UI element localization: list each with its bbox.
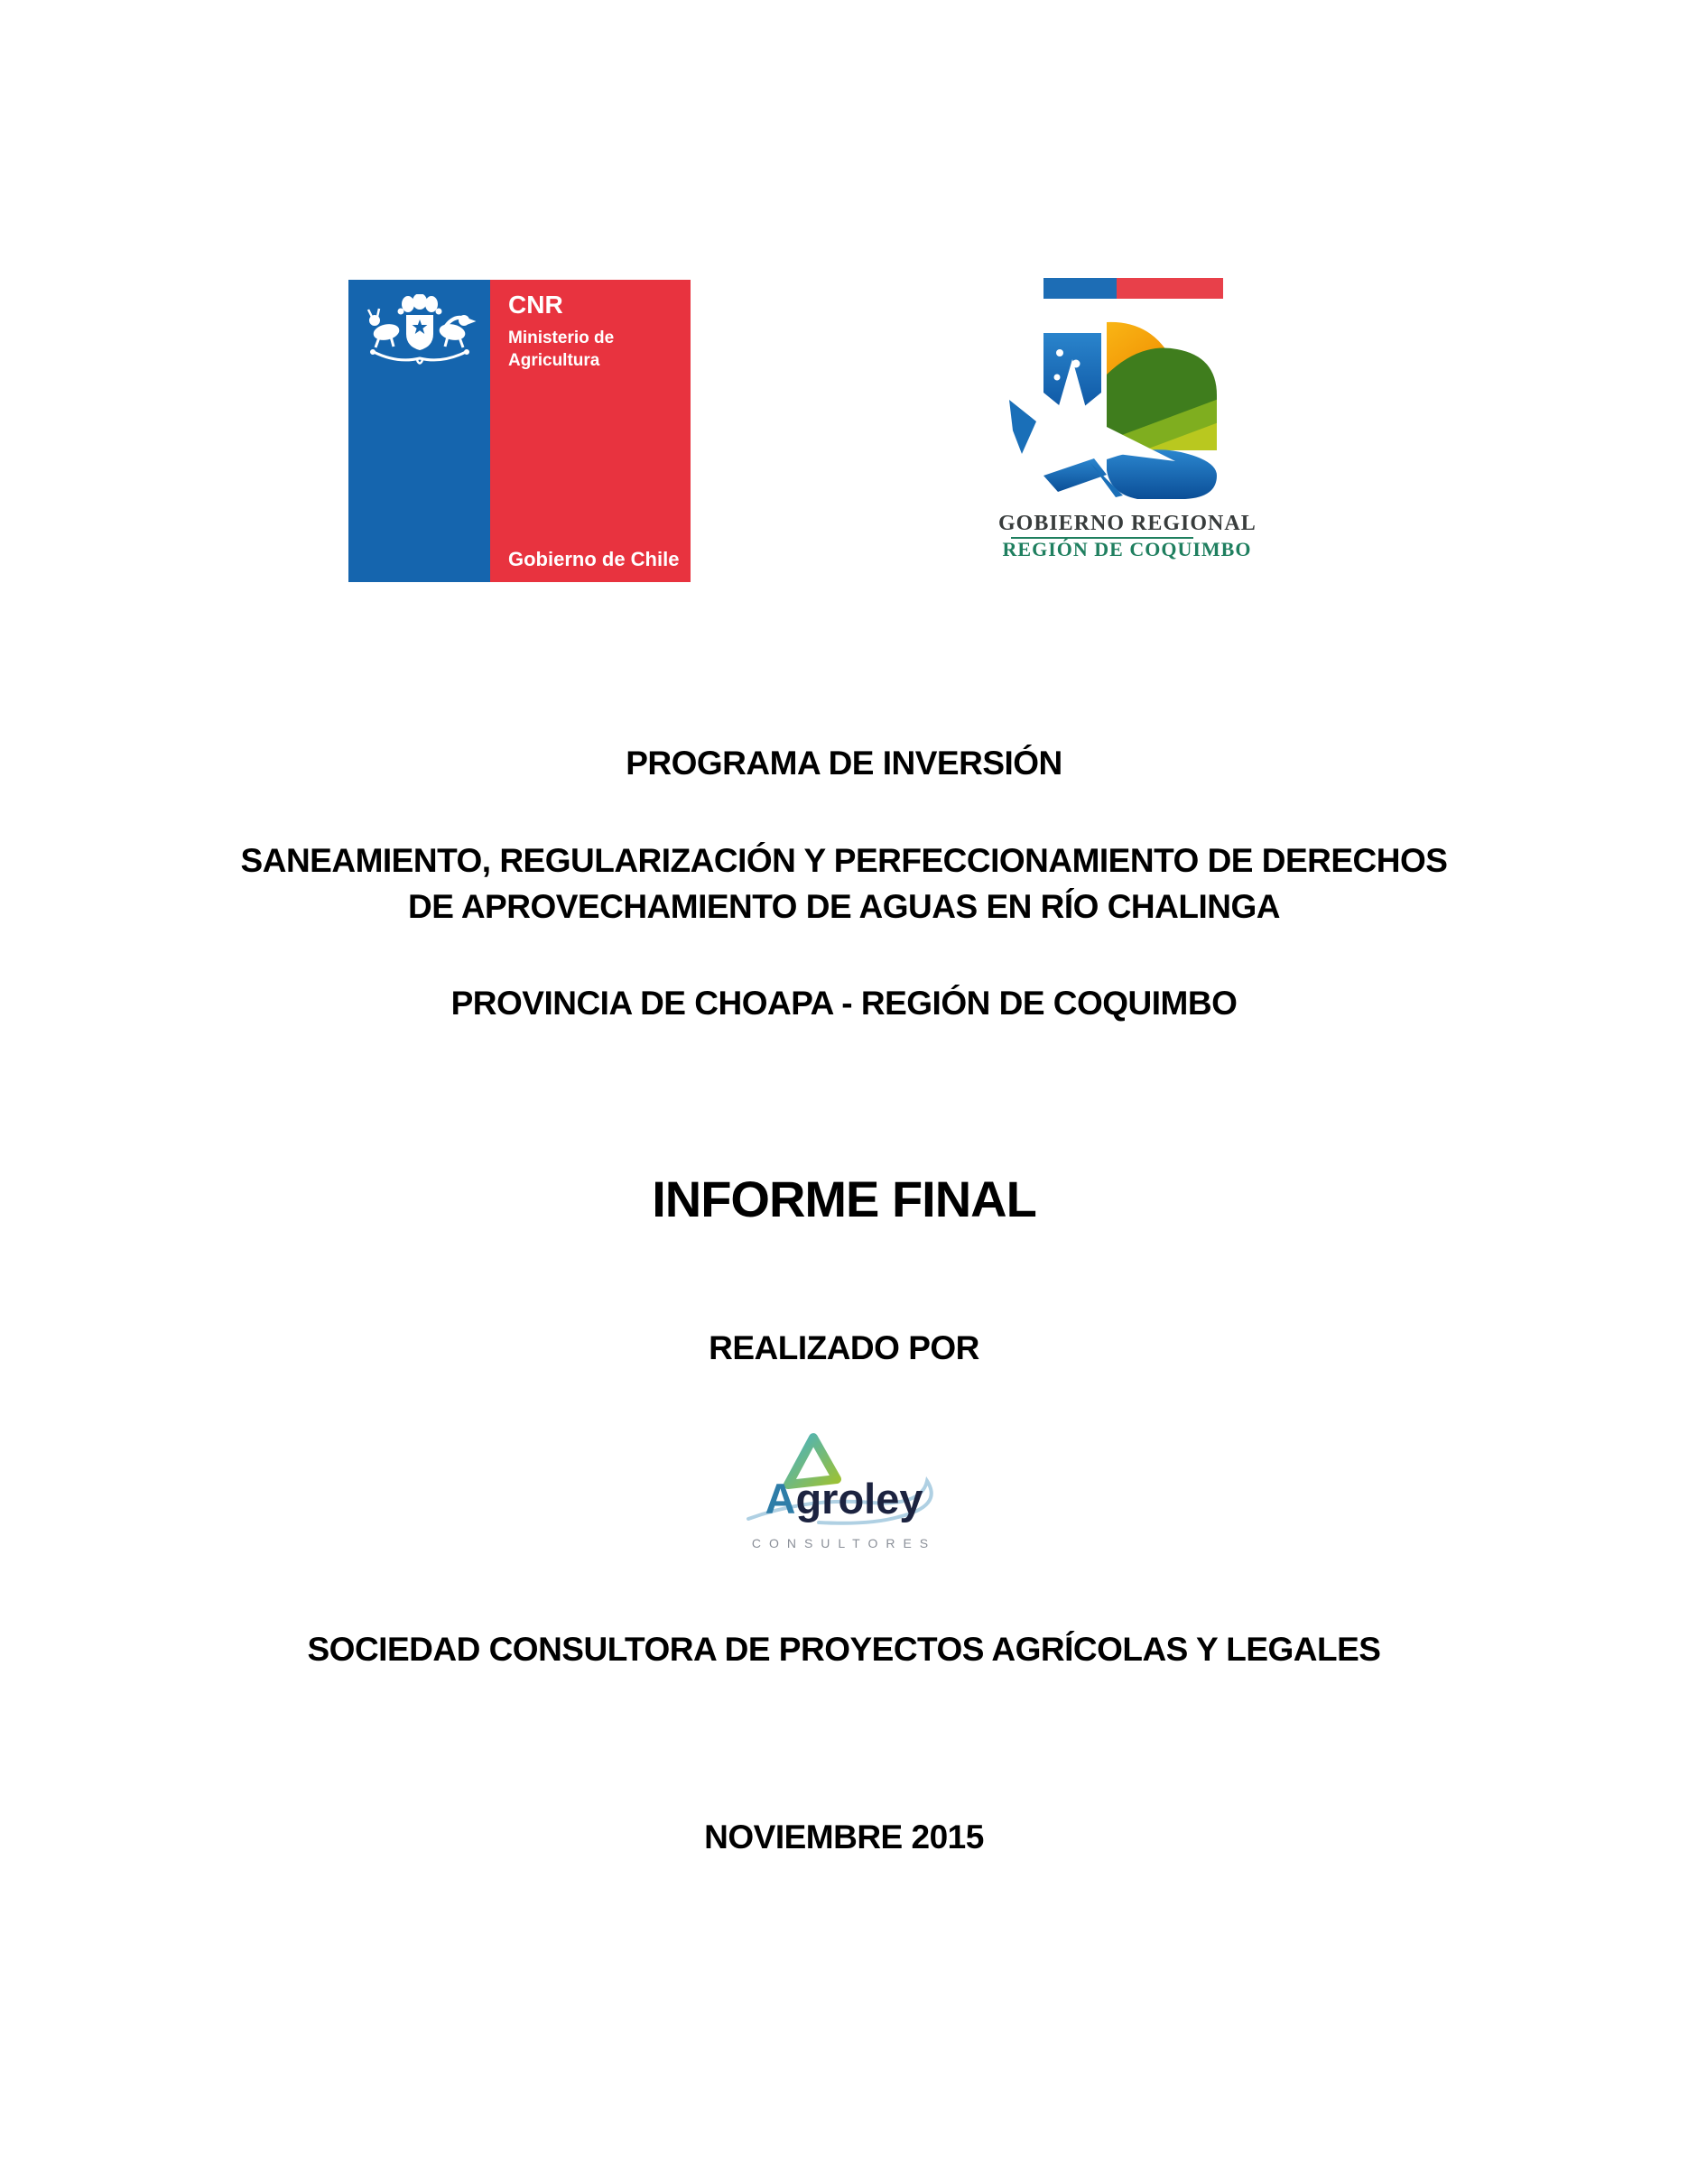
gore-subtitle: REGIÓN DE COQUIMBO [1002, 538, 1252, 560]
cnr-gobierno-label: Gobierno de Chile [508, 548, 680, 570]
program-title: PROGRAMA DE INVERSIÓN [626, 745, 1062, 782]
made-by-label: REALIZADO POR [709, 1329, 979, 1366]
agroley-consultores-label: CONSULTORES [751, 1536, 937, 1550]
cnr-gobierno-de-chile-logo [348, 280, 691, 582]
gobierno-regional-coquimbo-logo [998, 275, 1256, 564]
study-title-line2: DE APROVECHAMIENTO DE AGUAS EN RÍO CHALINGA [408, 888, 1280, 925]
coquimbo-region-emblem-icon [1000, 310, 1220, 508]
flag-bar-red [1117, 278, 1223, 299]
cnr-ministry-line1: Ministerio de [508, 329, 615, 347]
report-date: NOVIEMBRE 2015 [704, 1818, 984, 1855]
chile-coat-of-arms-icon [361, 294, 478, 372]
province-region-line: PROVINCIA DE CHOAPA - REGIÓN DE COQUIMBO [450, 985, 1238, 1022]
agroley-consultores-logo [736, 1430, 952, 1566]
cnr-ministry-line2: Agricultura [508, 351, 600, 370]
cnr-logo-red-panel [490, 280, 691, 582]
cnr-acronym: CNR [508, 291, 563, 319]
agroley-initial: A [765, 1475, 796, 1522]
agroley-wordmark [736, 1474, 952, 1523]
report-title: INFORME FINAL [652, 1171, 1036, 1227]
company-description-line: SOCIEDAD CONSULTORA DE PROYECTOS AGRÍCOLAS Y LEGALES [307, 1631, 1381, 1668]
cnr-ministry-label [508, 327, 614, 372]
agroley-rest: groley [795, 1475, 923, 1522]
cnr-logo-blue-panel [348, 280, 490, 582]
chile-flag-bar [1043, 278, 1223, 299]
flag-bar-blue [1043, 278, 1117, 299]
study-title-line1: SANEAMIENTO, REGULARIZACIÓN Y PERFECCIONAMIENTO DE DERECHOS [240, 842, 1448, 879]
gore-title: GOBIERNO REGIONAL [998, 512, 1257, 535]
